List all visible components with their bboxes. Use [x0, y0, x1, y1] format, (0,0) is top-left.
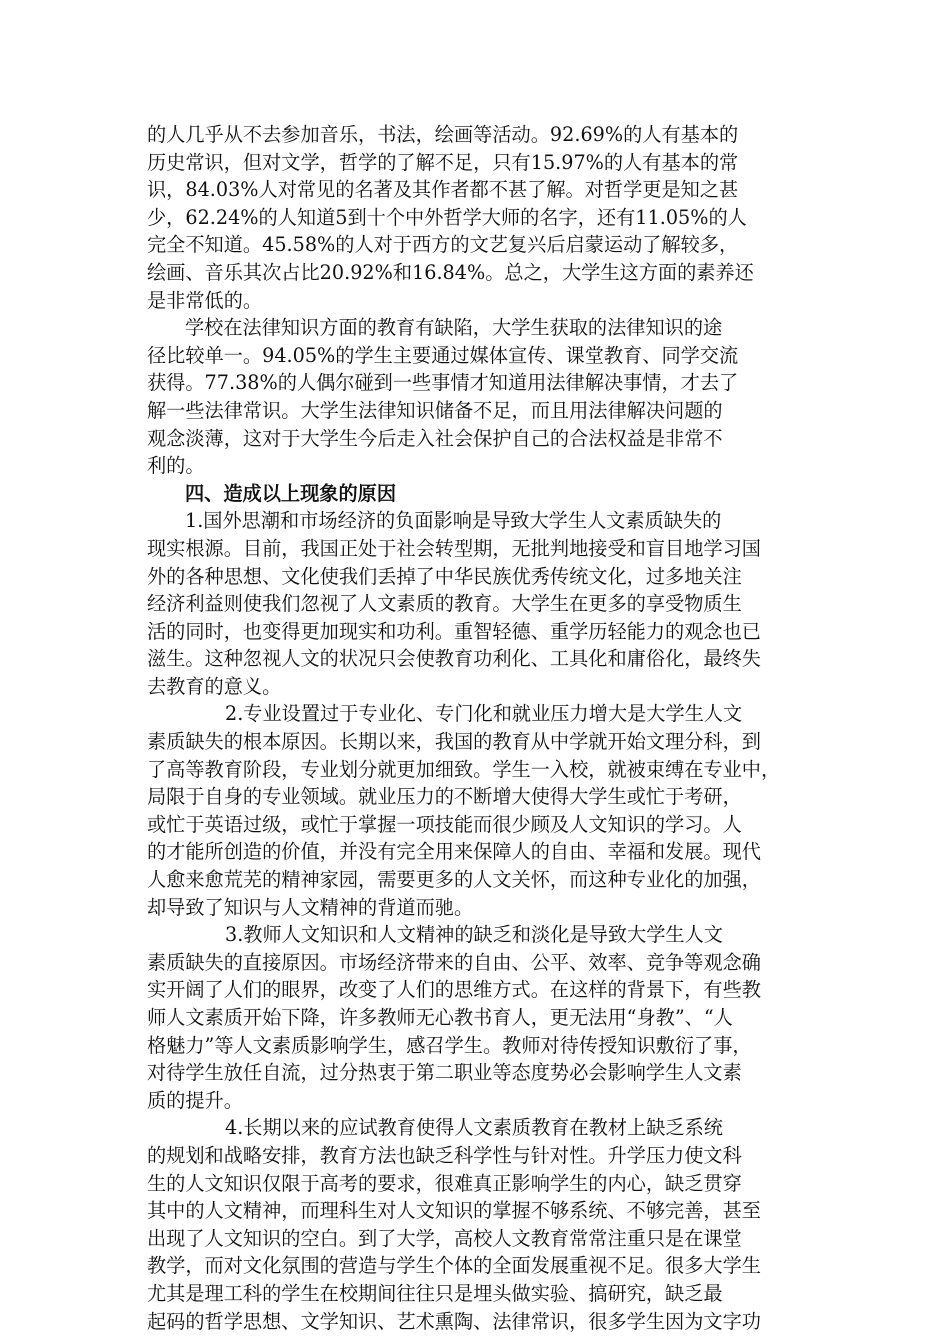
text-line: 局限于自身的专业领域。就业压力的不断增大使得大学生或忙于考研，	[147, 785, 742, 809]
text-line: 少，62.24%的人知道5到十个中外哲学大师的名字，还有11.05%的人	[147, 205, 747, 229]
text-line: 素质缺失的根本原因。长期以来，我国的教育从中学就开始文理分科，到	[147, 730, 761, 754]
section-heading: 四、造成以上现象的原因	[185, 481, 397, 505]
text-line: 却导致了知识与人文精神的背道而驰。	[147, 895, 474, 919]
document-body	[147, 121, 813, 1335]
text-line: 经济利益则使我们忽视了人文素质的教育。大学生在更多的享受物质生	[147, 592, 742, 616]
text-line: 历史常识，但对文学，哲学的了解不足，只有15.97%的人有基本的常	[147, 150, 739, 174]
text-line: 对待学生放任自流，过分热衷于第二职业等态度势必会影响学生人文素	[147, 1061, 742, 1085]
paragraph-start-line: 1.国外思潮和市场经济的负面影响是导致大学生人文素质缺失的	[185, 509, 722, 533]
text-line: 去教育的意义。	[147, 674, 282, 698]
text-line: 绘画、音乐其次占比20.92%和16.84%。总之，大学生这方面的素养还	[147, 260, 754, 284]
text-line: 尤其是理工科的学生在校期间往往只是埋头做实验、搞研究，缺乏最	[147, 1281, 723, 1305]
text-line: 教学，而对文化氛围的营造与学生个体的全面发展重视不足。很多大学生	[147, 1254, 761, 1278]
text-line: 的规划和战略安排，教育方法也缺乏科学性与针对性。升学压力使文科	[147, 1143, 742, 1167]
text-line: 完全不知道。45.58%的人对于西方的文艺复兴后启蒙运动了解较多，	[147, 233, 739, 257]
text-line: 滋生。这种忽视人文的状况只会使教育功利化、工具化和庸俗化，最终失	[147, 647, 761, 671]
text-line: 的人几乎从不去参加音乐，书法，绘画等活动。92.69%的人有基本的	[147, 123, 739, 146]
text-line: 径比较单一。94.05%的学生主要通过媒体宣传、课堂教育、同学交流	[147, 343, 739, 367]
text-line: 观念淡薄，这对于大学生今后走入社会保护自己的合法权益是非常不	[147, 426, 723, 450]
text-line: 实开阔了人们的眼界，改变了人们的思维方式。在这样的背景下，有些教	[147, 978, 761, 1002]
paragraph-start-line: 3.教师人文知识和人文精神的缺乏和淡化是导致大学生人文	[225, 923, 723, 947]
text-line: 是非常低的。	[147, 288, 263, 312]
text-line: 素质缺失的直接原因。市场经济带来的自由、公平、效率、竞争等观念确	[147, 950, 761, 974]
paragraph-start-line: 2.专业设置过于专业化、专门化和就业压力增大是大学生人文	[225, 702, 743, 726]
text-line: 生的人文知识仅限于高考的要求，很难真正影响学生的内心，缺乏贯穿	[147, 1171, 742, 1195]
text-line: 获得。77.38%的人偶尔碰到一些事情才知道用法律解决事情，才去了	[147, 371, 739, 395]
text-line: 起码的哲学思想、文学知识、艺术熏陶、法律常识，很多学生因为文字功	[147, 1309, 761, 1333]
text-line: 或忙于英语过级，或忙于掌握一项技能而很少顾及人文知识的学习。人	[147, 812, 742, 836]
text-line: 师人文素质开始下降，许多教师无心教书育人，更无法用“身教”、“人	[147, 1006, 733, 1029]
text-line: 的才能所创造的价值，并没有完全用来保障人的自由、幸福和发展。现代	[147, 840, 761, 864]
text-line: 人愈来愈荒芜的精神家园，需要更多的人文关怀，而这种专业化的加强，	[147, 868, 761, 892]
text-line: 其中的人文精神，而理科生对人文知识的掌握不够系统、不够完善，甚至	[147, 1199, 761, 1223]
text-line: 识，84.03%人对常见的名著及其作者都不甚了解。对哲学更是知之甚	[147, 178, 739, 202]
paragraph-start-line: 学校在法律知识方面的教育有缺陷，大学生获取的法律知识的途	[185, 316, 723, 340]
paragraph-start-line: 4.长期以来的应试教育使得人文素质教育在教材上缺乏系统	[225, 1116, 723, 1140]
text-line: 现实根源。目前，我国正处于社会转型期，无批判地接受和盲目地学习国	[147, 536, 761, 560]
text-line: 利的。	[147, 454, 205, 478]
text-line: 外的各种思想、文化使我们丢掉了中华民族优秀传统文化，过多地关注	[147, 564, 742, 588]
text-line: 解一些法律常识。大学生法律知识储备不足，而且用法律解决问题的	[147, 398, 723, 422]
text-line: 格魅力”等人文素质影响学生，感召学生。教师对待传授知识敷衍了事，	[147, 1033, 752, 1057]
text-line: 质的提升。	[147, 1088, 243, 1112]
text-line: 了高等教育阶段，专业划分就更加细致。学生一入校，就被束缚在专业中，	[147, 757, 781, 781]
text-line: 出现了人文知识的空白。到了大学，高校人文教育常常注重只是在课堂	[147, 1226, 742, 1250]
text-line: 活的同时，也变得更加现实和功利。重智轻德、重学历轻能力的观念也已	[147, 619, 761, 643]
